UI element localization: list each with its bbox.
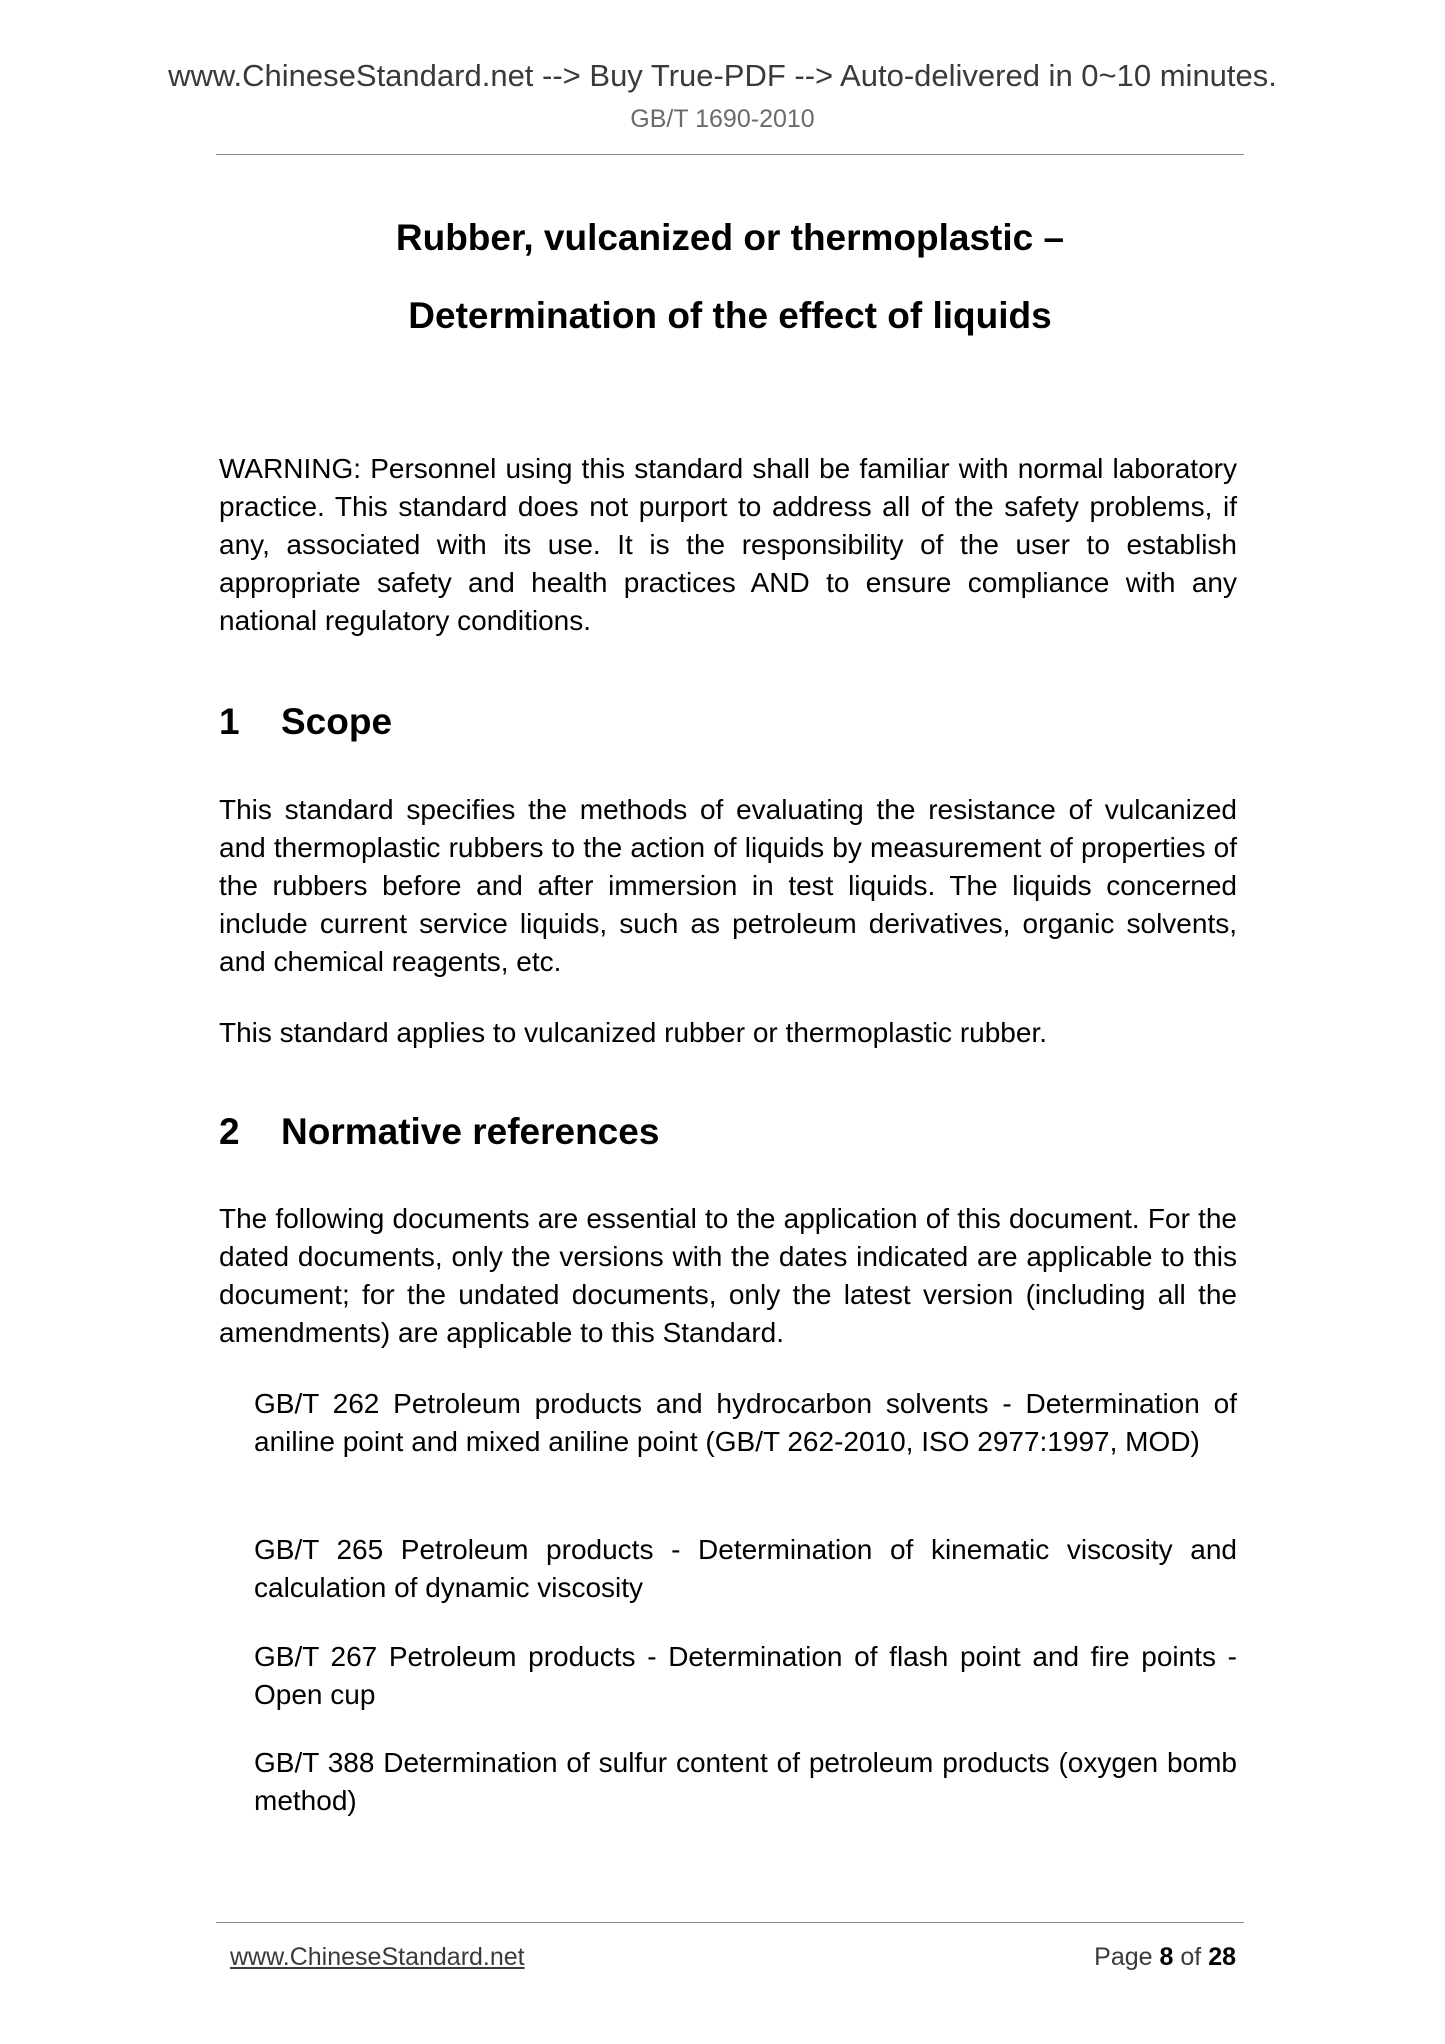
reference-item: GB/T 265 Petroleum products - Determination of kinematic viscosity and calculation of dynamic viscosity <box>254 1534 1237 1603</box>
page-total: 28 <box>1208 1943 1236 1971</box>
page-of-word: of <box>1180 1943 1202 1971</box>
reference-item: GB/T 388 Determination of sulfur content of petroleum products (oxygen bomb method) <box>254 1747 1237 1816</box>
page-current: 8 <box>1159 1943 1174 1971</box>
footer-divider <box>216 1922 1244 1923</box>
scope-paragraph-2: This standard applies to vulcanized rubber or thermoplastic rubber. <box>219 1017 1047 1048</box>
section-title: Scope <box>281 701 393 742</box>
reference-item: GB/T 262 Petroleum products and hydrocarbon solvents - Determination of aniline point and mixed aniline point (GB/T 262-2010, ISO 2977:1997, MOD) <box>254 1388 1237 1457</box>
scope-paragraph-1: This standard specifies the methods of evaluating the resistance of vulcanized and thermoplastic rubbers to the action of liquids by measurement of properties of the rubbers before and after immersion in test liquids. The liquids concerned include current service liquids, such as petroleum derivatives, organic solvents, and chemical reagents, etc. <box>219 794 1237 977</box>
footer-site-link[interactable]: www.ChineseStandard.net <box>230 1943 525 1971</box>
header-banner: www.ChineseStandard.net --> Buy True-PDF --> Auto-delivered in 0~10 minutes. <box>168 58 1277 93</box>
warning-paragraph: WARNING: Personnel using this standard shall be familiar with normal laboratory practice. This standard does not purport to address all of the safety problems, if any, associated with its use. It is the responsibility of the user to establish appropriate safety and health practices AND to ensure compliance with any national regulatory conditions. <box>219 453 1237 636</box>
page-word: Page <box>1094 1943 1153 1971</box>
document-title-line-1: Rubber, vulcanized or thermoplastic – <box>395 217 1065 258</box>
header-standard-code: GB/T 1690-2010 <box>630 105 815 133</box>
section-title: Normative references <box>281 1111 660 1152</box>
references-intro-paragraph: The following documents are essential to the application of this document. For the dated documents, only the versions with the dates indicated are applicable to this document; for the undated documents, only the latest version (including all the amendments) are applicable to this Standard. <box>219 1203 1237 1348</box>
reference-item: GB/T 267 Petroleum products - Determination of flash point and fire points - Open cup <box>254 1641 1237 1710</box>
header-divider <box>216 154 1244 155</box>
section-heading-normative-references <box>219 1110 659 1154</box>
section-number: 2 <box>219 1111 240 1152</box>
section-number: 1 <box>219 701 240 742</box>
section-heading-scope <box>219 700 392 744</box>
page-number <box>1094 1942 1236 1972</box>
document-title-line-2: Determination of the effect of liquids <box>408 295 1052 336</box>
